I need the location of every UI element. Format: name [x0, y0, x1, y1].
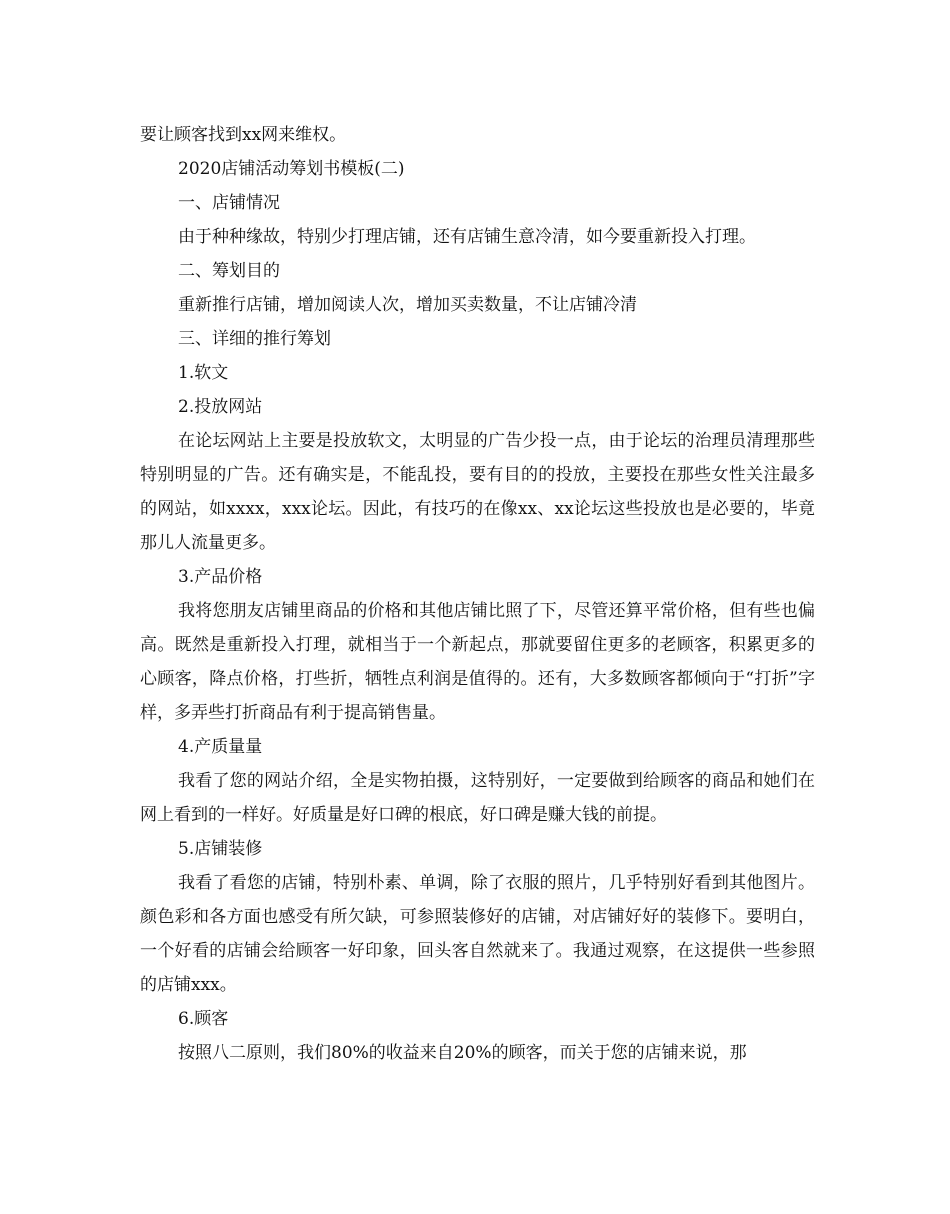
subheading-customers: 6.顾客 [178, 1009, 229, 1029]
subheading-soft-article: 1.软文 [178, 363, 229, 383]
subheading-website-placement: 2.投放网站 [178, 397, 263, 417]
paragraph: 重新推行店铺，增加阅读人次，增加买卖数量，不让店铺冷清 [178, 295, 637, 315]
heading-store-status: 一、店铺情况 [178, 193, 280, 213]
paragraph: 我看了您的网站介绍，全是实物拍摄，这特别好，一定要做到给顾客的商品和她们在网上看到的一样好。好质量是好口碑的根底，好口碑是赚大钱的前提。 [140, 771, 815, 825]
heading-promotion-plan: 三、详细的推行筹划 [178, 329, 331, 349]
subheading-product-price: 3.产品价格 [178, 567, 263, 587]
section-title: 2020店铺活动筹划书模板(二) [178, 159, 405, 179]
heading-planning-goal: 二、筹划目的 [178, 261, 280, 281]
paragraph: 在论坛网站上主要是投放软文，太明显的广告少投一点，由于论坛的治理员清理那些特别明显的广告。还有确实是，不能乱投，要有目的的投放，主要投在那些女性关注最多的网站，如xxxx，xxx论坛。因此，有技巧的在像xx、xx论坛这些投放也是必要的，毕竟那儿人流量更多。 [140, 431, 815, 553]
document-body [140, 118, 815, 1070]
subheading-store-decoration: 5.店铺装修 [178, 839, 263, 859]
paragraph: 我看了看您的店铺，特别朴素、单调，除了衣服的照片，几乎特别好看到其他图片。颜色彩和各方面也感受有所欠缺，可参照装修好的店铺，对店铺好好的装修下。要明白，一个好看的店铺会给顾客一好印象，回头客自然就来了。我通过观察，在这提供一些参照的店铺xxx。 [140, 873, 815, 995]
paragraph: 按照八二原则，我们80%的收益来自20%的顾客，而关于您的店铺来说，那 [178, 1043, 747, 1063]
paragraph: 我将您朋友店铺里商品的价格和其他店铺比照了下，尽管还算平常价格，但有些也偏高。既然是重新投入打理，就相当于一个新起点，那就要留住更多的老顾客，积累更多的心顾客，降点价格，打些折，牺牲点利润是值得的。还有，大多数顾客都倾向于“打折”字样，多弄些打折商品有利于提高销售量。 [140, 601, 815, 723]
paragraph: 由于种种缘故，特别少打理店铺，还有店铺生意冷清，如今要重新投入打理。 [178, 227, 756, 247]
paragraph: 要让顾客找到xx网来维权。 [140, 125, 347, 145]
subheading-product-quality: 4.产质量量 [178, 737, 263, 757]
